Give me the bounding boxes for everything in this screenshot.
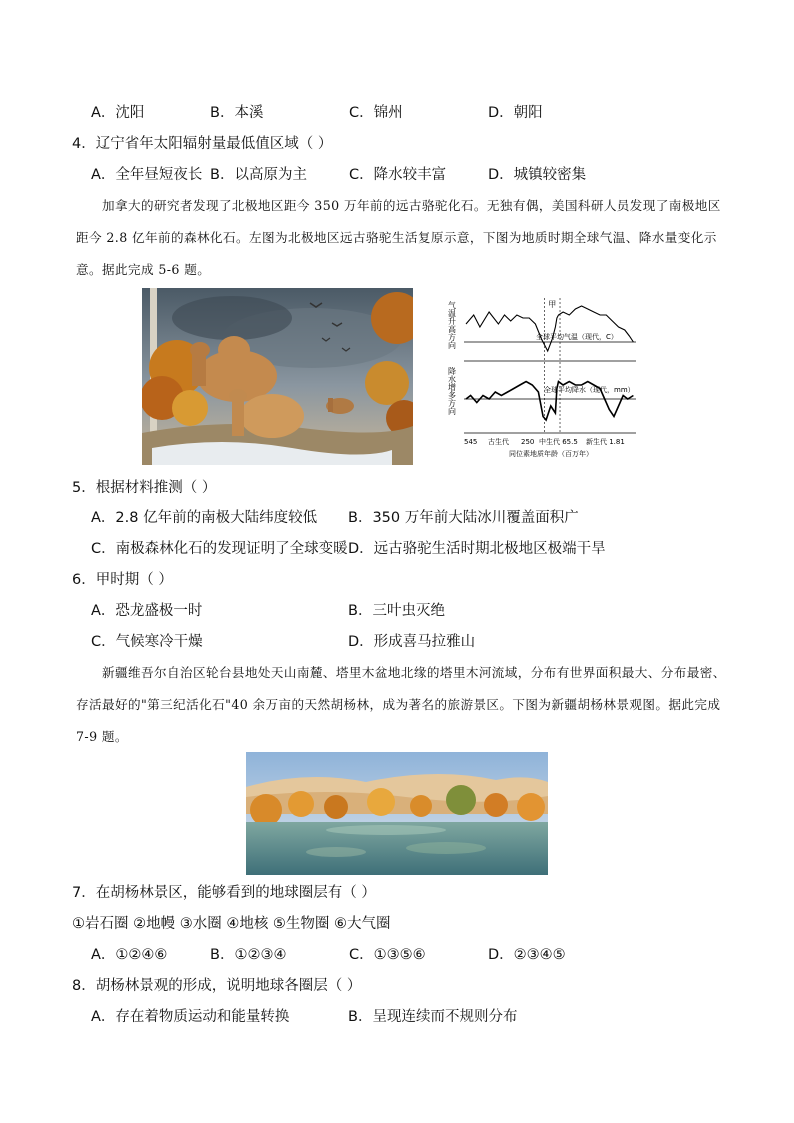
chart-ylabel-bottom: 降水增多方向 <box>447 367 457 415</box>
q7-option-c: C．①③⑤⑥ <box>349 947 426 963</box>
q5-option-c: C．南极森林化石的发现证明了全球变暖 <box>91 541 348 557</box>
q6-stem: 6．甲时期（ ） <box>72 572 173 588</box>
chart-xtick-mesozoic: 中生代 65.5 <box>539 438 578 446</box>
q6-option-b: B．三叶虫灭绝 <box>348 603 445 619</box>
q6-option-d: D．形成喜马拉雅山 <box>348 634 476 650</box>
q5-option-b: B．350 万年前大陆冰川覆盖面积广 <box>348 510 579 526</box>
q4-option-a: A．全年昼短夜长 <box>91 167 203 183</box>
q8-stem: 8．胡杨林景观的形成，说明地球各圈层（ ） <box>72 978 362 994</box>
chart-xtick-545: 545 <box>464 438 478 446</box>
q4-option-b: B．以高原为主 <box>210 167 307 183</box>
q7-option-b: B．①②③④ <box>210 947 287 963</box>
chart-temperature-line <box>466 306 633 351</box>
q3-option-b: B．本溪 <box>210 105 264 121</box>
q6-option-c: C．气候寒冷干燥 <box>91 634 203 650</box>
q4-option-d: D．城镇较密集 <box>488 167 587 183</box>
q7-sphere-items: ①岩石圈 ②地幔 ③水圈 ④地核 ⑤生物圈 ⑥大气圈 <box>72 916 391 932</box>
q4-option-c: C．降水较丰富 <box>349 167 447 183</box>
q8-option-b: B．呈现连续而不规则分布 <box>348 1009 518 1025</box>
chart-xtick-cenozoic: 新生代 1.81 <box>586 438 625 446</box>
q5-stem: 5．根据材料推测（ ） <box>72 480 217 496</box>
chart-precipitation-label: 全球平均降水（现代，mm） <box>544 386 635 394</box>
q8-option-a: A．存在着物质运动和能量转换 <box>91 1009 290 1025</box>
climate-chart <box>446 293 646 463</box>
camel-illustration <box>142 288 413 465</box>
q7-option-d: D．②③④⑤ <box>488 947 566 963</box>
chart-jia-label: 甲 <box>548 300 557 309</box>
populus-forest-photo <box>246 752 548 875</box>
q7-stem: 7．在胡杨林景区，能够看到的地球圈层有（ ） <box>72 885 376 901</box>
q3-option-d: D．朝阳 <box>488 105 543 121</box>
chart-temperature-label: 全球平均气温（现代，C） <box>536 333 618 341</box>
q7-option-a: A．①②④⑥ <box>91 947 168 963</box>
passage-populus-forest: 新疆维吾尔自治区轮台县地处天山南麓、塔里木盆地北缘的塔里木河流域，分布有世界面积最大、分布最密、存活最好的"第三纪活化石"40 余万亩的天然胡杨林，成为著名的旅游景区。下图为新疆胡杨林景观图。据此完成 7-9 题。 <box>76 665 726 744</box>
passage-arctic-camel: 加拿大的研究者发现了北极地区距今 350 万年前的远古骆驼化石。无独有偶，美国科研人员发现了南极地区距今 2.8 亿年前的森林化石。左图为北极地区远古骆驼生活复原示意，下图为地质时期全球气温、降水量变化示意。据此完成 5-6 题。 <box>76 198 721 277</box>
chart-ylabel-top: 气温升高方向 <box>447 301 457 349</box>
q4-stem: 4．辽宁省年太阳辐射量最低值区域（ ） <box>72 136 333 152</box>
q3-option-c: C．锦州 <box>349 105 403 121</box>
q6-option-a: A．恐龙盛极一时 <box>91 603 203 619</box>
q5-option-d: D．远古骆驼生活时期北极地区极端干旱 <box>348 541 606 557</box>
chart-xtick-paleozoic: 古生代 <box>488 438 509 446</box>
chart-xtick-250: 250 <box>521 438 535 446</box>
climate-chart-svg <box>446 293 646 463</box>
q5-option-a: A．2.8 亿年前的南极大陆纬度较低 <box>91 510 318 526</box>
chart-xlabel: 同位素地质年龄（百万年） <box>509 450 593 458</box>
q3-option-a: A．沈阳 <box>91 105 145 121</box>
